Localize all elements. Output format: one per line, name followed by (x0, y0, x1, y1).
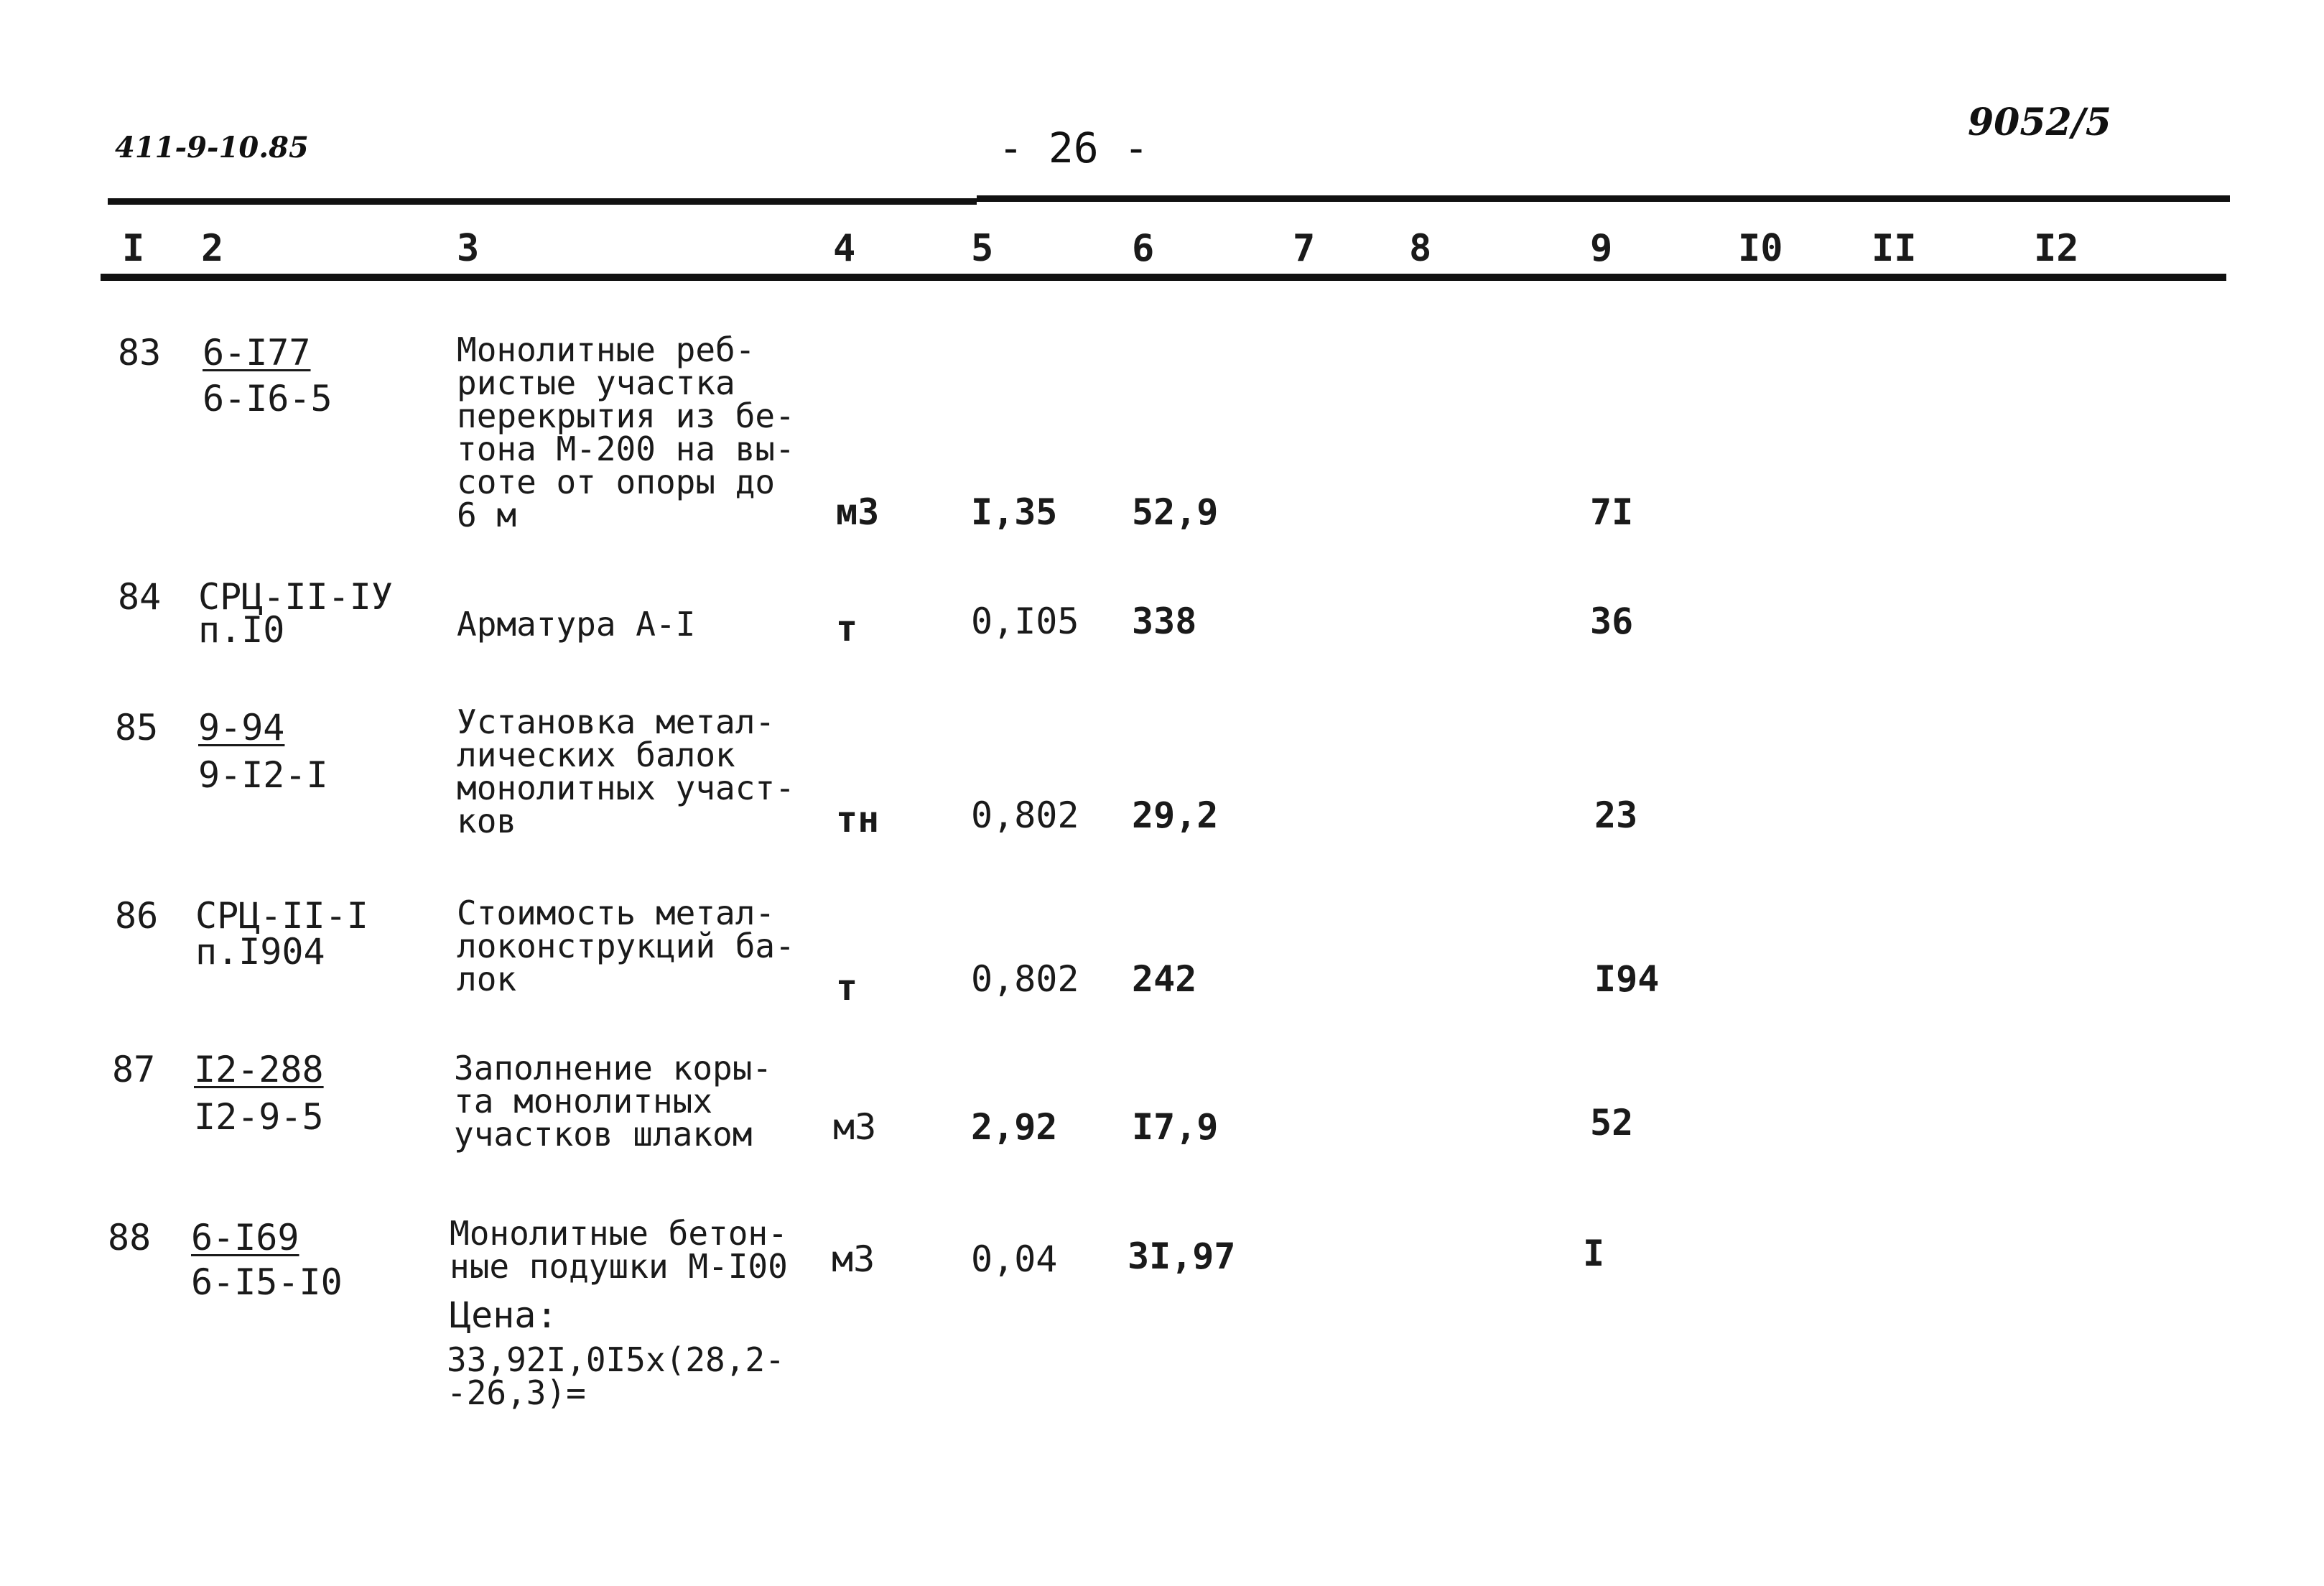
unit: т (836, 608, 858, 649)
unit: т (836, 967, 858, 1008)
quantity: 0,802 (971, 958, 1079, 1000)
work-description: Монолитные реб- ристые участка перекрытия из бе- тона М-200 на вы- соте от опоры до 6 м (457, 330, 795, 534)
unit: м3 (832, 1238, 875, 1280)
header-rule-top-left (108, 198, 977, 205)
norm-subcode: I2-9-5 (194, 1096, 324, 1138)
total: 23 (1594, 794, 1638, 836)
price-note-formula: 33,92I,0I5х(28,2- -26,3)= (447, 1340, 785, 1412)
reference-number: 9052/5 (1968, 101, 2111, 144)
header-rule-bottom (101, 274, 2226, 281)
norm-code: СРЦ-II-I (195, 895, 368, 937)
norm-code: 9-94 (198, 707, 285, 748)
unit-price: 338 (1132, 600, 1197, 642)
work-description: Установка метал- лических балок монолитных участ- ков (457, 702, 795, 840)
norm-code: I2-288 (194, 1049, 324, 1090)
norm-code: СРЦ-II-IУ (198, 576, 393, 618)
norm-subcode: 6-I5-I0 (191, 1261, 343, 1303)
header-rule-top-right (977, 195, 2230, 202)
work-description: Заполнение коры- та монолитных участков шлаком (454, 1049, 773, 1154)
row-number: 83 (118, 332, 162, 374)
col-6-number: 6 (1132, 227, 1155, 270)
unit-price: 242 (1132, 958, 1197, 1000)
row-number: 85 (115, 707, 159, 748)
col-8-number: 8 (1409, 227, 1432, 270)
col-9-number: 9 (1590, 227, 1613, 270)
row-number: 87 (112, 1049, 156, 1090)
page-number: - 26 - (998, 124, 1149, 172)
quantity: 0,802 (971, 794, 1079, 836)
norm-code: 6-I69 (191, 1217, 299, 1258)
quantity: 0,04 (971, 1238, 1058, 1280)
col-7-number: 7 (1293, 227, 1316, 270)
col-1-number: I (122, 227, 145, 270)
unit-price: 52,9 (1132, 491, 1219, 533)
total: 52 (1590, 1102, 1634, 1144)
col-2-number: 2 (201, 227, 224, 270)
work-description: Стоимость метал- локонструкций ба- лок (457, 894, 795, 998)
work-description: Арматура А-I (457, 605, 696, 644)
work-description: Монолитные бетон- ные подушки М-I00 (450, 1214, 788, 1286)
norm-code: 6-I77 (203, 332, 311, 374)
price-note-label: Цена: (450, 1294, 558, 1336)
norm-subcode: п.I904 (195, 931, 325, 973)
document-code: 411-9-10.85 (115, 131, 309, 164)
unit-price: 3I,97 (1128, 1235, 1236, 1277)
total: 36 (1590, 600, 1634, 642)
col-4-number: 4 (833, 227, 856, 270)
col-12-number: I2 (2034, 227, 2079, 270)
row-number: 88 (108, 1217, 152, 1258)
norm-subcode: 9-I2-I (198, 754, 328, 796)
unit: тн (836, 799, 880, 840)
quantity: 2,92 (971, 1106, 1058, 1148)
norm-subcode: п.I0 (198, 609, 285, 651)
total: I94 (1594, 958, 1660, 1000)
row-number: 84 (118, 576, 162, 618)
row-number: 86 (115, 895, 159, 937)
total: 7I (1590, 491, 1634, 533)
col-5-number: 5 (971, 227, 994, 270)
col-3-number: 3 (457, 227, 480, 270)
total: I (1583, 1233, 1605, 1274)
col-11-number: II (1872, 227, 1917, 270)
unit: м3 (833, 1106, 877, 1148)
unit-price: 29,2 (1132, 794, 1219, 836)
unit: м3 (836, 491, 880, 533)
quantity: 0,I05 (971, 600, 1079, 642)
unit-price: I7,9 (1132, 1106, 1219, 1148)
col-10-number: I0 (1738, 227, 1783, 270)
quantity: I,35 (971, 491, 1058, 533)
norm-subcode: 6-I6-5 (203, 378, 333, 419)
